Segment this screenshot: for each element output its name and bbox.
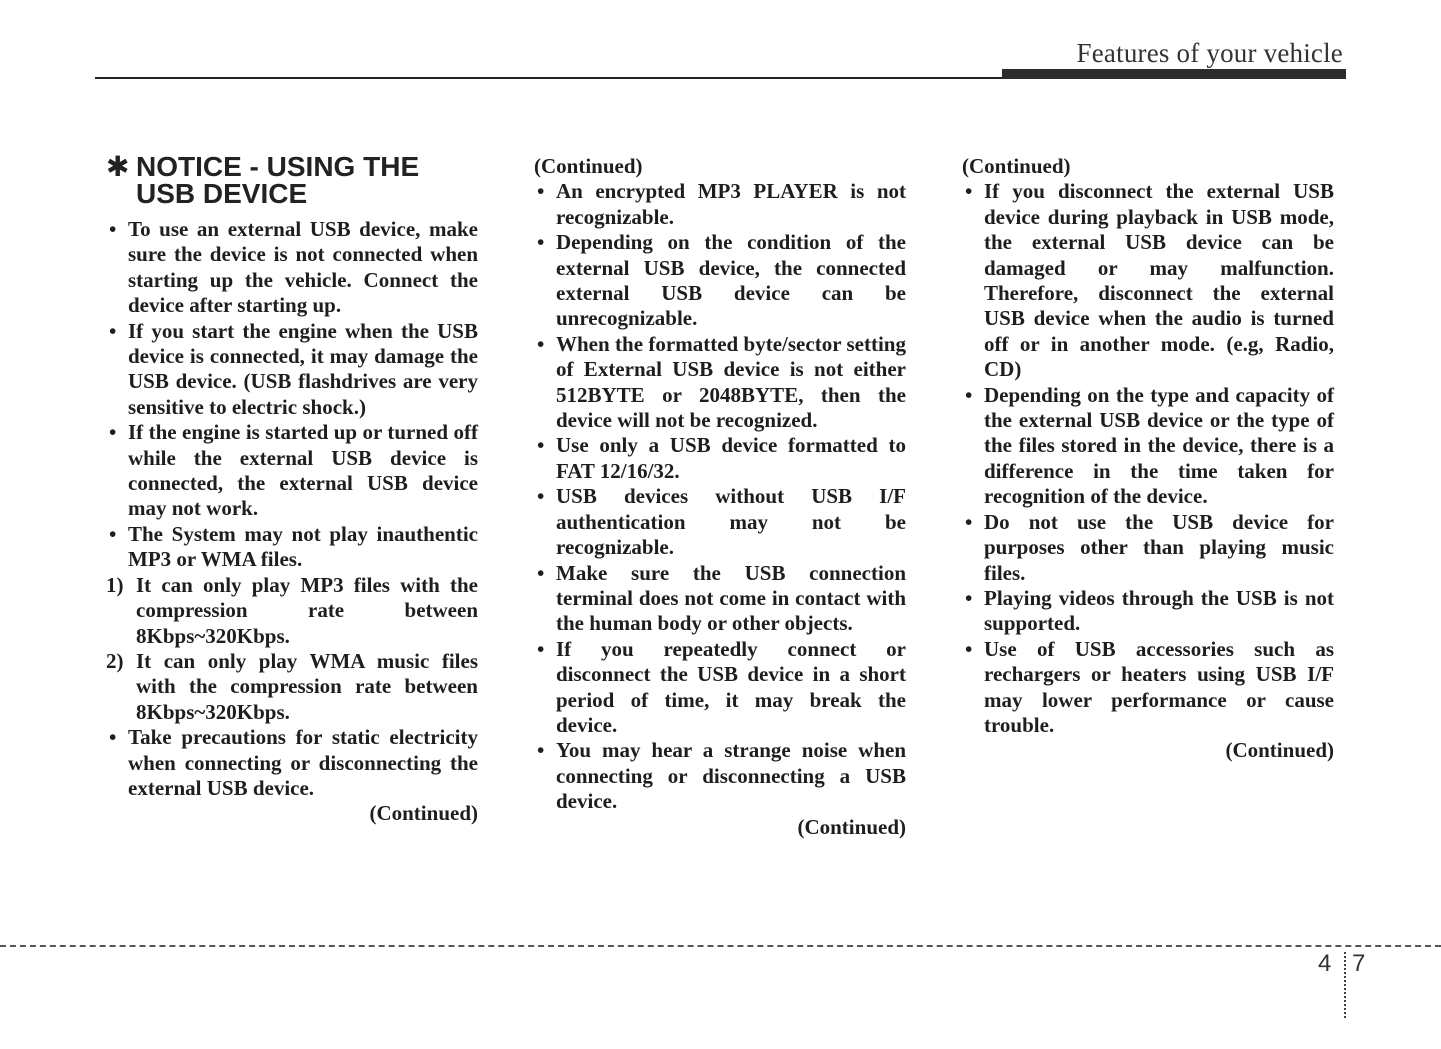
header-rule (95, 77, 1003, 79)
bullet-icon: • (109, 420, 117, 445)
col3-bullet-list (962, 179, 1334, 738)
list-item: • You may hear a strange noise when connecting or disconnecting a USB device. (537, 738, 906, 814)
list-item: • Depending on the condition of the external USB device, the connected external USB device can be unrecognizable. (537, 230, 906, 331)
header-bar (1002, 69, 1346, 79)
bullet-icon: • (109, 217, 117, 241)
continued-label: (Continued) (1225, 738, 1334, 763)
footer-dashed-rule (0, 945, 1441, 947)
column-2 (534, 154, 906, 840)
continued-heading: (Continued) (534, 154, 643, 178)
list-item: • If the engine is started up or turned off while the external USB device is connected, the external USB device may not work. (109, 420, 478, 521)
list-item: • To use an external USB device, make sure the device is not connected when starting up the vehicle. Connect the device after starting up. (109, 217, 478, 318)
section-number: 4 (1318, 950, 1332, 977)
col2-bullet-list (534, 179, 906, 814)
bullet-icon: • (537, 331, 545, 356)
list-item: • If you repeatedly connect or disconnect the USB device in a short period of time, it may break the device. (537, 636, 906, 737)
continued-label: (Continued) (797, 814, 906, 839)
bullet-icon: • (537, 738, 545, 763)
bullet-icon: • (537, 636, 545, 661)
numbered-item: 2) It can only play WMA music files with the compression rate between 8Kbps~320Kbps. (106, 648, 478, 724)
bullet-icon: • (537, 230, 545, 255)
notice-title-text: NOTICE - USING THE USB DEVICE (136, 151, 420, 209)
notice-star-icon: ✱ (106, 151, 130, 182)
list-item: • USB devices without USB I/F authentication may not be recognizable. (537, 484, 906, 560)
column-3 (962, 154, 1334, 764)
bullet-icon: • (109, 318, 117, 343)
bullet-icon: • (965, 509, 973, 534)
bullet-icon: • (537, 560, 545, 585)
bullet-icon: • (537, 433, 545, 458)
col1-bullet-list-b (106, 725, 478, 801)
page-number-separator (1344, 952, 1346, 1018)
list-item: • Make sure the USB connection terminal does not come in contact with the human body or other objects. (537, 560, 906, 636)
list-item: • Take precautions for static electricity when connecting or disconnecting the external USB device. (109, 725, 478, 800)
numbered-item: 1) It can only play MP3 files with the compression rate between 8Kbps~320Kbps. (106, 572, 478, 648)
notice-title (106, 153, 478, 207)
bullet-icon: • (965, 179, 973, 204)
bullet-icon: • (109, 725, 117, 750)
list-item: • Use of USB accessories such as rechargers or heaters using USB I/F may lower performance or cause trouble. (965, 636, 1334, 737)
continued-heading: (Continued) (962, 154, 1071, 178)
col1-bullet-list-a (106, 217, 478, 573)
bullet-icon: • (965, 382, 973, 407)
list-item: • Depending on the type and capacity of the external USB device or the type of the files stored in the device, there is a difference in the time taken for recognition of the device. (965, 382, 1334, 509)
list-item: • If you start the engine when the USB device is connected, it may damage the USB device. (USB flashdrives are very sensitive to electric shock.) (109, 318, 478, 419)
bullet-icon: • (965, 636, 973, 661)
list-item: • Playing videos through the USB is not supported. (965, 585, 1334, 636)
list-item: • An encrypted MP3 PLAYER is not recognizable. (537, 179, 906, 229)
bullet-icon: • (537, 179, 545, 204)
header-title: Features of your vehicle (1076, 38, 1343, 68)
list-item: • When the formatted byte/sector setting of External USB device is not either 512BYTE or 2048BYTE, then the device will not be recognized. (537, 331, 906, 433)
list-item: • Use only a USB device formatted to FAT 12/16/32. (537, 433, 906, 483)
list-item: • The System may not play inauthentic MP3 or WMA files. (109, 521, 478, 572)
list-item: • Do not use the USB device for purposes other than playing music files. (965, 509, 1334, 585)
list-item: • If you disconnect the external USB device during playback in USB mode, the external USB device can be damaged or may malfunction. Therefore, disconnect the external USB device when the audio is turned off or in another mode. (e.g, Radio, CD) (965, 179, 1334, 382)
continued-label: (Continued) (369, 801, 478, 826)
column-1 (106, 153, 478, 827)
page-number: 7 (1352, 950, 1366, 977)
bullet-icon: • (537, 484, 545, 509)
bullet-icon: • (965, 585, 973, 610)
bullet-icon: • (109, 521, 117, 546)
